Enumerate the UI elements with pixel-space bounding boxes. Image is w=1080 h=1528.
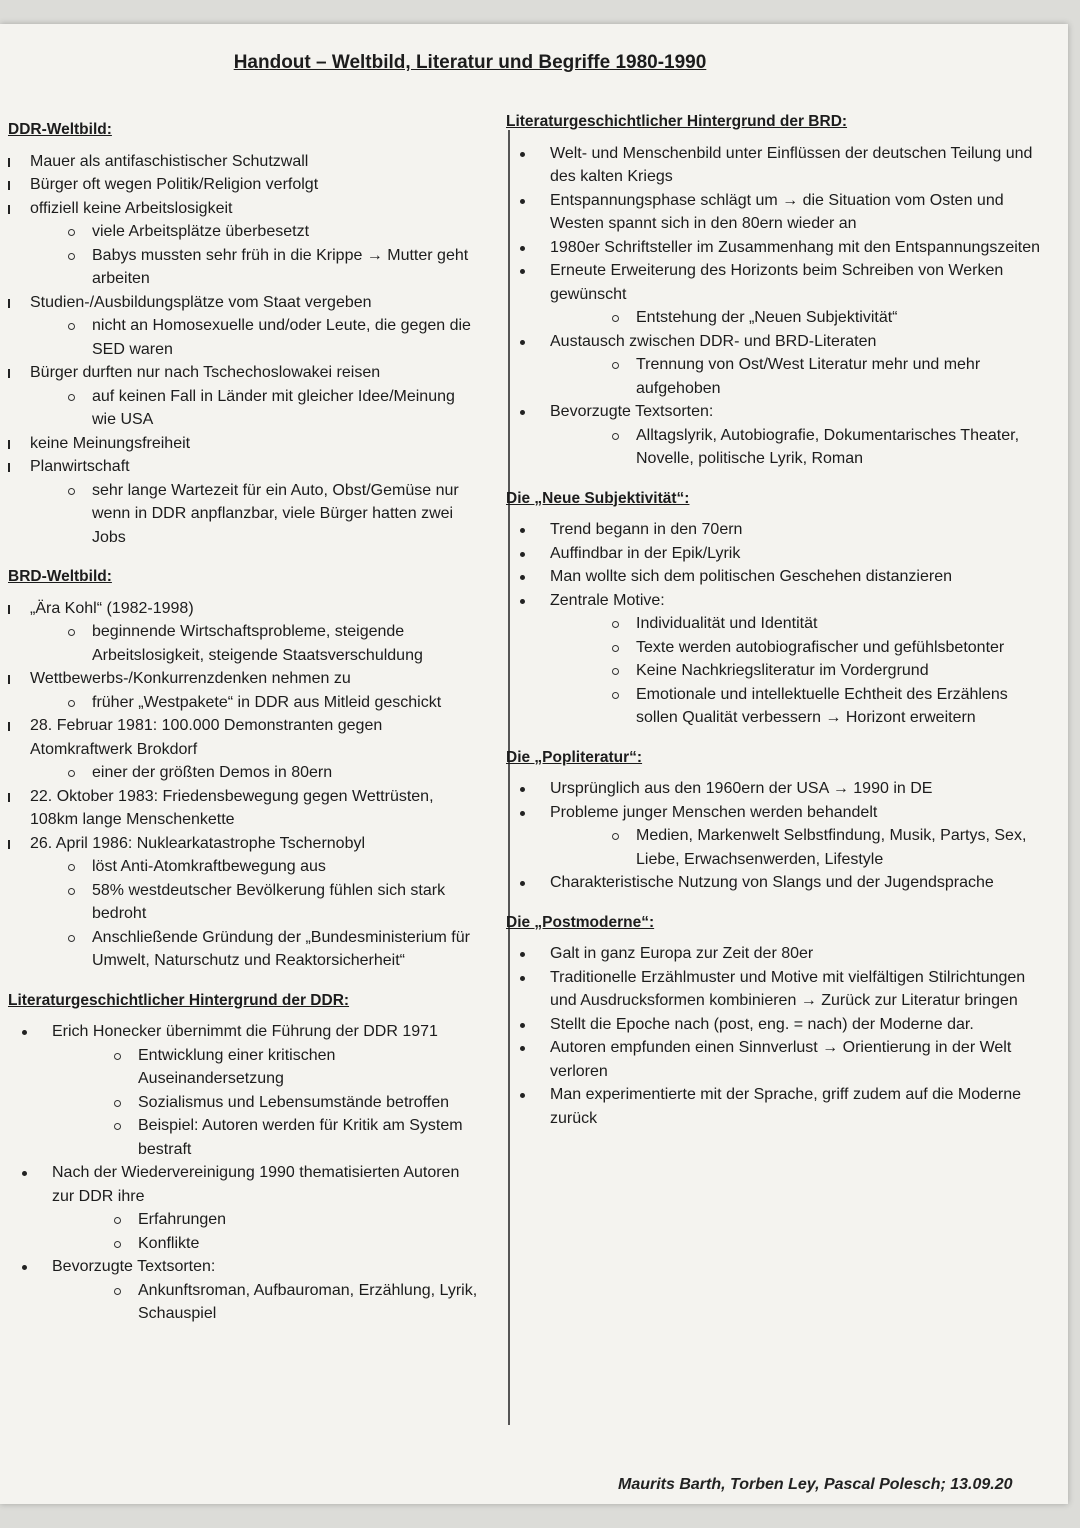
sub-list-item: Anschließende Gründung der „Bundesministerium für Umwelt, Naturschutz und Reaktorsicherheit“ xyxy=(66,926,478,973)
section-brd-literatur xyxy=(506,110,1046,471)
list-item xyxy=(506,518,1046,542)
sub-list-item: Alltagslyrik, Autobiografie, Dokumentarisches Theater, Novelle, politische Lyrik, Roman xyxy=(610,424,1046,471)
bullet-list xyxy=(8,1020,478,1326)
sub-list xyxy=(66,620,478,667)
list-item-text: Erneute Erweiterung des Horizonts beim Schreiben von Werken gewünscht xyxy=(550,262,1004,303)
list-item-text: Nach der Wiedervereinigung 1990 thematisierten Autoren zur DDR ihre xyxy=(52,1164,460,1205)
sub-list xyxy=(66,314,478,361)
section-brd-weltbild xyxy=(8,565,478,973)
list-item xyxy=(8,1020,478,1161)
sub-list-item: auf keinen Fall in Länder mit gleicher Idee/Meinung wie USA xyxy=(66,385,478,432)
sub-list-item: 58% westdeutscher Bevölkerung fühlen sich stark bedroht xyxy=(66,879,478,926)
section-heading: Literaturgeschichtlicher Hintergrund der DDR: xyxy=(8,991,350,1009)
sub-list xyxy=(112,1044,478,1162)
list-item-text: 28. Februar 1981: 100.000 Demonstranten gegen Atomkraftwerk Brokdorf xyxy=(30,717,383,758)
sub-list-item: früher „Westpakete“ in DDR aus Mitleid geschickt xyxy=(66,691,478,715)
list-item-text: Studien-/Ausbildungsplätze vom Staat vergeben xyxy=(30,293,372,311)
sub-list xyxy=(66,479,478,550)
list-item-text: Mauer als antifaschistischer Schutzwall xyxy=(30,152,309,170)
sub-list xyxy=(610,824,1046,871)
list-item-text: Charakteristische Nutzung von Slangs und der Jugendsprache xyxy=(550,874,994,891)
bullet-list xyxy=(506,518,1046,730)
list-item-text: „Ära Kohl“ (1982-1998) xyxy=(30,599,194,617)
list-item-text: Austausch zwischen DDR- und BRD-Literaten xyxy=(550,332,877,350)
list-item-text: Welt- und Menschenbild unter Einflüssen der deutschen Teilung und des kalten Kriegs xyxy=(550,144,1033,185)
list-item xyxy=(8,832,478,973)
sub-list-item: beginnende Wirtschaftsprobleme, steigende Arbeitslosigkeit, steigende Staatsverschuldung xyxy=(66,620,478,667)
list-item-text: Autoren empfunden einen Sinnverlust → Orientierung in der Welt verloren xyxy=(550,1039,1012,1080)
sub-list xyxy=(66,385,478,432)
list-item-text: Zentrale Motive: xyxy=(550,591,665,609)
list-item xyxy=(8,173,478,197)
sub-list-item: löst Anti-Atomkraftbewegung aus xyxy=(66,855,478,879)
sub-list xyxy=(610,353,1046,400)
list-item xyxy=(506,589,1046,730)
section-postmoderne xyxy=(506,911,1046,1131)
list-item xyxy=(506,236,1046,260)
list-item-text: 22. Oktober 1983: Friedensbewegung gegen Wettrüsten, 108km lange Menschenkette xyxy=(30,787,434,828)
list-item xyxy=(8,667,478,714)
page-title: Handout – Weltbild, Literatur und Begriffe 1980-1990 xyxy=(233,52,707,73)
list-item-text: Bürger durften nur nach Tschechoslowakei reisen xyxy=(30,364,381,381)
section-heading: DDR-Weltbild: xyxy=(8,121,112,138)
sub-list-item: Ankunftsroman, Aufbauroman, Erzählung, Lyrik, Schauspiel xyxy=(112,1279,478,1326)
list-item xyxy=(506,1083,1046,1130)
list-item-text: Wettbewerbs-/Konkurrenzdenken nehmen zu xyxy=(30,670,351,687)
sub-list xyxy=(112,1279,478,1326)
section-heading: Die „Postmoderne“: xyxy=(506,913,655,931)
sub-list xyxy=(610,306,1046,330)
sub-list-item: viele Arbeitsplätze überbesetzt xyxy=(66,220,478,244)
sub-list xyxy=(610,612,1046,730)
list-item-text: Auffindbar in der Epik/Lyrik xyxy=(550,544,741,562)
section-heading: Literaturgeschichtlicher Hintergrund der BRD: xyxy=(506,113,848,130)
sub-list-item: nicht an Homosexuelle und/oder Leute, die gegen die SED waren xyxy=(66,314,478,361)
list-item xyxy=(506,565,1046,589)
list-item-text: 1980er Schriftsteller im Zusammenhang mit den Entspannungszeiten xyxy=(550,238,1041,256)
list-item-text: Ursprünglich aus den 1960ern der USA → 1990 in DE xyxy=(550,780,933,797)
list-item xyxy=(8,455,478,549)
list-item xyxy=(8,432,478,456)
list-item xyxy=(506,259,1046,330)
list-item xyxy=(8,1255,478,1326)
right-column xyxy=(506,110,1046,1146)
list-item-text: Erich Honecker übernimmt die Führung der DDR 1971 xyxy=(52,1023,438,1040)
list-item-text: offiziell keine Arbeitslosigkeit xyxy=(30,199,233,217)
list-item-text: Bevorzugte Textsorten: xyxy=(52,1258,216,1275)
bullet-list xyxy=(8,150,478,550)
list-item xyxy=(506,189,1046,236)
list-item xyxy=(506,330,1046,401)
section-neue-subjektivitaet xyxy=(506,487,1046,730)
sub-list-item: Keine Nachkriegsliteratur im Vordergrund xyxy=(610,659,1046,683)
sub-list-item: Entwicklung einer kritischen Auseinandersetzung xyxy=(112,1044,478,1091)
list-item xyxy=(506,942,1046,966)
sub-list-item: Babys mussten sehr früh in die Krippe → Mutter geht arbeiten xyxy=(66,244,478,291)
list-item xyxy=(506,542,1046,566)
list-item xyxy=(506,777,1046,801)
sub-list-item: Individualität und Identität xyxy=(610,612,1046,636)
list-item-text: Trend begann in den 70ern xyxy=(550,521,743,538)
sub-list xyxy=(66,220,478,291)
list-item-text: Planwirtschaft xyxy=(30,458,130,475)
list-item xyxy=(506,1013,1046,1037)
list-item xyxy=(506,801,1046,872)
sub-list xyxy=(66,761,478,785)
list-item-text: Bürger oft wegen Politik/Religion verfolgt xyxy=(30,176,319,193)
list-item-text: Galt in ganz Europa zur Zeit der 80er xyxy=(550,945,814,962)
section-ddr-literatur xyxy=(8,989,478,1326)
list-item xyxy=(8,597,478,668)
list-item xyxy=(506,1036,1046,1083)
list-item xyxy=(506,142,1046,189)
list-item xyxy=(8,785,478,832)
sub-list xyxy=(66,691,478,715)
list-item-text: keine Meinungsfreiheit xyxy=(30,434,191,452)
list-item-text: Traditionelle Erzählmuster und Motive mit vielfältigen Stilrichtungen und Ausdrucksformen kombinieren → Zurück zur Literatur bringen xyxy=(550,968,1026,1009)
list-item-text: Man experimentierte mit der Sprache, griff zudem auf die Moderne zurück xyxy=(550,1086,1022,1127)
list-item-text: Man wollte sich dem politischen Geschehen distanzieren xyxy=(550,568,952,585)
section-popliteratur xyxy=(506,746,1046,895)
sub-list xyxy=(610,424,1046,471)
list-item xyxy=(8,1161,478,1255)
list-item xyxy=(8,714,478,785)
bullet-list xyxy=(506,942,1046,1130)
list-item xyxy=(8,291,478,362)
authors-footer: Maurits Barth, Torben Ley, Pascal Polesch; 13.09.20 xyxy=(618,1476,1013,1493)
sub-list-item: Beispiel: Autoren werden für Kritik am System bestraft xyxy=(112,1114,478,1161)
sub-list-item: Medien, Markenwelt Selbstfindung, Musik, Partys, Sex, Liebe, Erwachsenwerden, Lifestyle xyxy=(610,824,1046,871)
section-ddr-weltbild xyxy=(8,118,478,549)
sub-list-item: Trennung von Ost/West Literatur mehr und mehr aufgehoben xyxy=(610,353,1046,400)
sub-list xyxy=(112,1208,478,1255)
bullet-list xyxy=(506,142,1046,471)
sub-list-item: sehr lange Wartezeit für ein Auto, Obst/Gemüse nur wenn in DDR anpflanzbar, viele Bürger hatten zwei Jobs xyxy=(66,479,478,550)
list-item-text: Probleme junger Menschen werden behandelt xyxy=(550,803,878,821)
sub-list-item: Sozialismus und Lebensumstände betroffen xyxy=(112,1091,478,1115)
list-item-text: Stellt die Epoche nach (post, eng. = nach) der Moderne dar. xyxy=(550,1015,974,1033)
list-item xyxy=(506,400,1046,471)
sub-list-item: einer der größten Demos in 80ern xyxy=(66,761,478,785)
sub-list-item: Emotionale und intellektuelle Echtheit des Erzählens sollen Qualität verbessern → Horizont erweitern xyxy=(610,683,1046,730)
list-item xyxy=(8,150,478,174)
list-item-text: Bevorzugte Textsorten: xyxy=(550,403,714,420)
sub-list-item: Erfahrungen xyxy=(112,1208,478,1232)
sub-list-item: Konflikte xyxy=(112,1232,478,1256)
left-column xyxy=(8,118,478,1342)
list-item xyxy=(8,361,478,432)
section-heading: Die „Neue Subjektivität“: xyxy=(506,489,690,507)
bullet-list xyxy=(506,777,1046,895)
list-item xyxy=(506,966,1046,1013)
list-item-text: 26. April 1986: Nuklearkatastrophe Tschernobyl xyxy=(30,834,366,852)
list-item xyxy=(8,197,478,291)
section-heading: Die „Popliteratur“: xyxy=(506,748,643,766)
sub-list xyxy=(66,855,478,973)
section-heading: BRD-Weltbild: xyxy=(8,568,112,585)
sub-list-item: Entstehung der „Neuen Subjektivität“ xyxy=(610,306,1046,330)
sub-list-item: Texte werden autobiografischer und gefühlsbetonter xyxy=(610,636,1046,660)
list-item xyxy=(506,871,1046,895)
bullet-list xyxy=(8,597,478,973)
list-item-text: Entspannungsphase schlägt um → die Situation vom Osten und Westen spannt sich in den 80ern wieder an xyxy=(550,191,1004,232)
